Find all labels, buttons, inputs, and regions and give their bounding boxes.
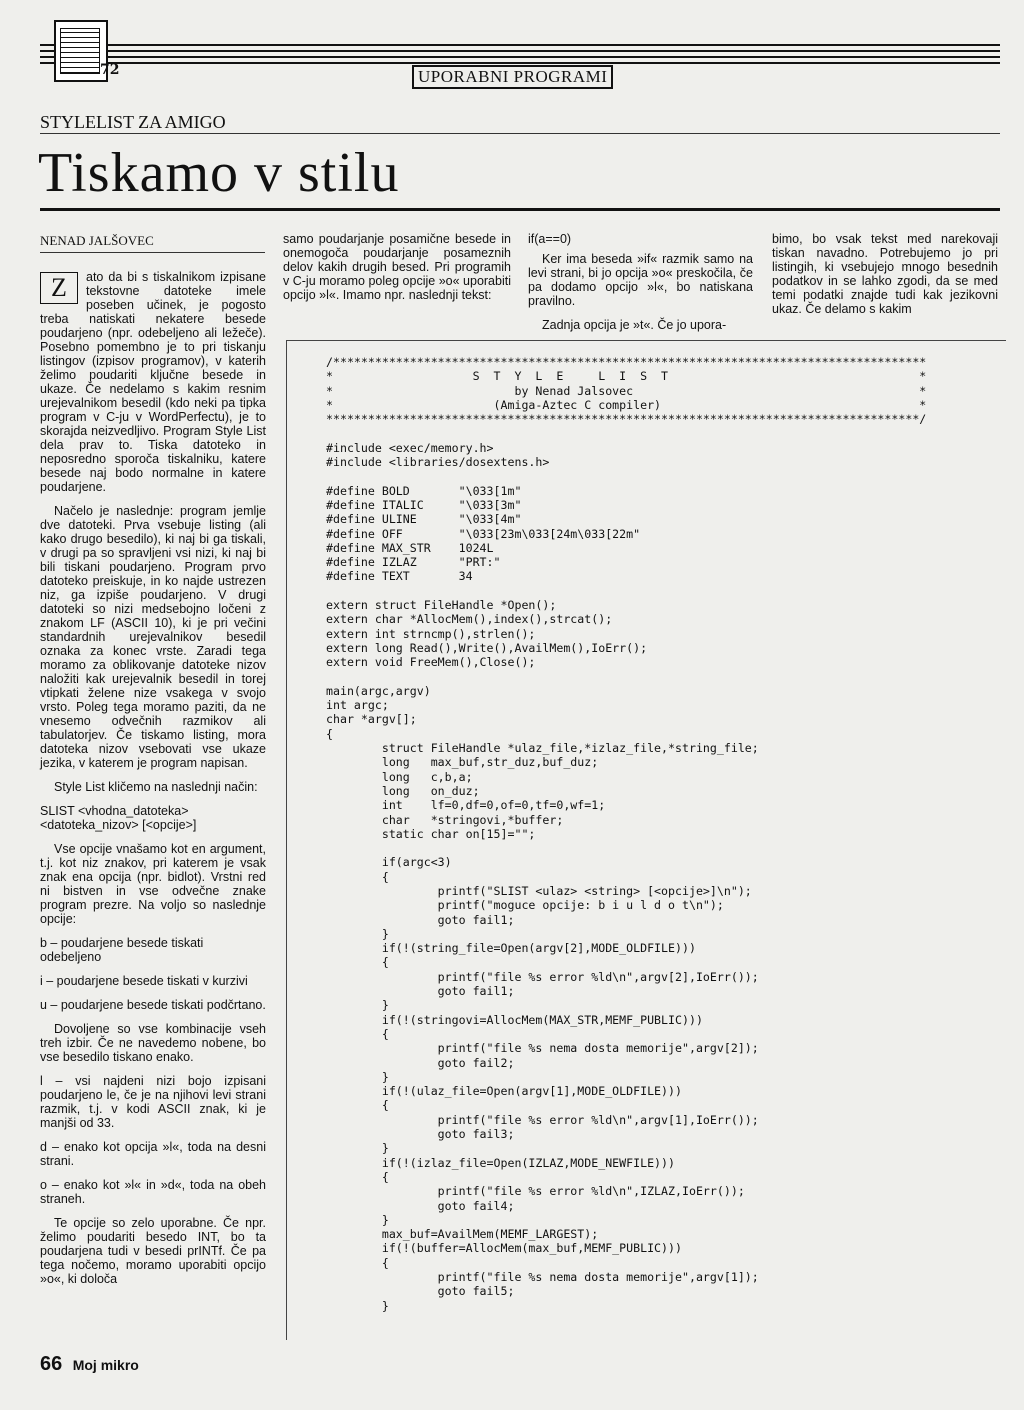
page-number: 66: [40, 1353, 63, 1375]
option-item: o – enako kot »l« in »d«, toda na obeh straneh.: [40, 1178, 266, 1206]
article-column-2: [283, 232, 511, 312]
option-item: u – poudarjene besede tiskati podčrtano.: [40, 998, 266, 1012]
syntax-line: SLIST <vhodna_datoteka> <datoteka_nizov> [<opcije>]: [40, 804, 197, 832]
paragraph: bimo, bo vsak tekst med narekovaji tiskan navadno. Potrebujemo jo pri listingih, ki vsebujejo mnogo besednih podatkov in se lahko zgodi, da se med temi podatki znajde tudi kak jezikovni ukaz. Če delamo s kakim: [772, 232, 998, 316]
section-label: UPORABNI PROGRAMI: [412, 65, 613, 89]
option-item: l – vsi najdeni nizi bojo izpisani poudarjeno le, če je na njihovi levi strani razmik, t.j. v kodi ASCII znak, ki je manjši od 33.: [40, 1074, 266, 1130]
paragraph: samo poudarjanje posamične besede in onemogoča poudarjanje posameznih delov kakih drugih besed. Pri programih v C-ju moramo poleg opcije »o« uporabiti opcijo »l«. Imamo npr. naslednji tekst:: [283, 232, 511, 302]
paragraph: Dovoljene so vse kombinacije vseh treh izbir. Če ne navedemo nobene, bo vse besedilo tiskano enako.: [40, 1022, 266, 1064]
page-footer: [40, 1353, 139, 1376]
magazine-name: Moj mikro: [72, 1357, 139, 1373]
article-column-3: [528, 232, 753, 342]
header-bar: [40, 40, 1000, 66]
divider: [40, 133, 1000, 134]
drop-cap: Z: [40, 272, 78, 304]
listing-border: [286, 340, 1006, 341]
paragraph: Style List kličemo na naslednji način:: [54, 780, 258, 794]
article-column-4: [772, 232, 998, 326]
inline-code: if(a==0): [528, 232, 572, 246]
code-listing: /************************************************************************************* * S T Y L E L I S T * * by Nenad Jalsovec * * (Amiga-Aztec C compiler) * *************************************************************************************/ #include <exec/memory.h> #include <libraries/dosextens.h> #define BOLD "\033[1m" #define ITALIC "\033[3m" #define ULINE "\033[4m" #define OFF "\033[23m\033[24m\033[22m" #define MAX_STR 1024L #define IZLAZ "PRT:" #define TEXT 34 extern struct FileHandle *Open(); extern char *AllocMem(),index(),strcat(); extern int strncmp(),strlen(); extern long Read(),Write(),AvailMem(),IoErr(); extern void FreeMem(),Close(); main(argc,argv) int argc; char *argv[]; { struct FileHandle *ulaz_file,*izlaz_file,*string_file; long max_buf,str_duz,buf_duz; long c,b,a; long on_duz; int lf=0,df=0,of=0,tf=0,wf=1; char *stringovi,*buffer; static char on[15]=""; if(argc<3) { printf("SLIST <ulaz> <string> [<opcije>]\n"); printf("moguce opcije: b i u l d o t\n"); goto fail1; } if(!(string_file=Open(argv[2],MODE_OLDFILE))) { printf("file %s error %ld\n",argv[2],IoErr()); goto fail1; } if(!(stringovi=AllocMem(MAX_STR,MEMF_PUBLIC))) { printf("file %s nema dosta memorije",argv[2]); goto fail2; } if(!(ulaz_file=Open(argv[1],MODE_OLDFILE))) { printf("file %s error %ld\n",argv[1],IoErr()); goto fail3; } if(!(izlaz_file=Open(IZLAZ,MODE_NEWFILE))) { printf("file %s error %ld\n",IZLAZ,IoErr()); goto fail4; } max_buf=AvailMem(MEMF_LARGEST); if(!(buffer=AllocMem(max_buf,MEMF_PUBLIC))) { printf("file %s nema dosta memorije",argv[1]); goto fail5; }: [326, 355, 927, 1313]
option-item: i – poudarjene besede tiskati v kurzivi: [40, 974, 248, 988]
article-title: Tiskamo v stilu: [38, 142, 400, 204]
article-kicker: STYLELIST ZA AMIGO: [40, 112, 226, 132]
section-logo-icon: [46, 18, 120, 84]
paragraph: Vse opcije vnašamo kot en argument, t.j. kot niz znakov, pri katerem je vsak znak ena opcija (npr. bidlot). Vrstni red ni bistven in vse odvečne znake program prezre. Na voljo so naslednje opcije:: [40, 842, 266, 926]
option-item: d – enako kot opcija »l«, toda na desni strani.: [40, 1140, 266, 1168]
paragraph: Te opcije so zelo uporabne. Če npr. želimo poudariti besedo INT, bo ta poudarjena tudi v besedi prINTf. Če pa tega nočemo, moramo uporabiti opcijo »o«, ki določa: [40, 1216, 266, 1286]
divider: [40, 208, 1000, 211]
option-item: b – poudarjene besede tiskati odebeljeno: [40, 936, 204, 964]
paragraph: ato da bi s tiskalnikom izpisane tekstovne datoteke imele poseben učinek, je pogosto treba natiskati nekatere besede poudarjeno (npr. odebeljeno ali ležeče). Posebno pomembno je to pri tiskanju listingov (izpisov programov), v katerih želimo poudariti ključne besede in ukaze. Če nedelamo s kakim resnim urejevalnikom besedil (kdo neki pa tipka program v C-ju v WordPerfectu), je to skorajda neizvedljivo. Program Style List dela prav to. Tiska datoteko in neposredno sporoča tiskalniku, katere besede naj bodo normalne in katere poudarjene.: [40, 270, 266, 494]
paragraph: Ker ima beseda »if« razmik samo na levi strani, bi jo opcija »o« preskočila, če pa dodamo opcijo »l«, bo natiskana pravilno.: [528, 252, 753, 308]
paragraph: Načelo je naslednje: program jemlje dve datoteki. Prva vsebuje listing (ali kako drugo besedilo), ki naj bi ga tiskali, v drugi pa so spravljeni vsi nizi, ki naj bi bili tiskani poudarjeno. Program prvo datoteko preiskuje, in ko najde ustrezen niz, ga izpiše poudarjeno. V drugi datoteki so nizi medsebojno ločeni z znakom LF (ASCII 10), ki je pri večini standardnih urejevalnikov besedil oznaka za konec vrste. Zaradi tega moramo za oblikovanje datoteke nizov naložiti kak urejevalnik besedil in torej vtipkati želene nize vsakega v svojo vrsto. Poleg tega moramo paziti, da ne vnesemo odvečnih razmikov ali tabulatorjev. Če tiskamo listing, mora datoteka nizov vsebovati vse ukaze jezika, v katerem je program napisan.: [40, 504, 266, 770]
article-column-1: [40, 270, 266, 1296]
paragraph: Zadnja opcija je »t«. Če jo upora-: [542, 318, 727, 332]
byline: NENAD JALŠOVEC: [40, 233, 154, 248]
listing-border: [286, 340, 287, 1340]
divider: [40, 252, 265, 253]
logo-tag: 72: [100, 62, 120, 78]
